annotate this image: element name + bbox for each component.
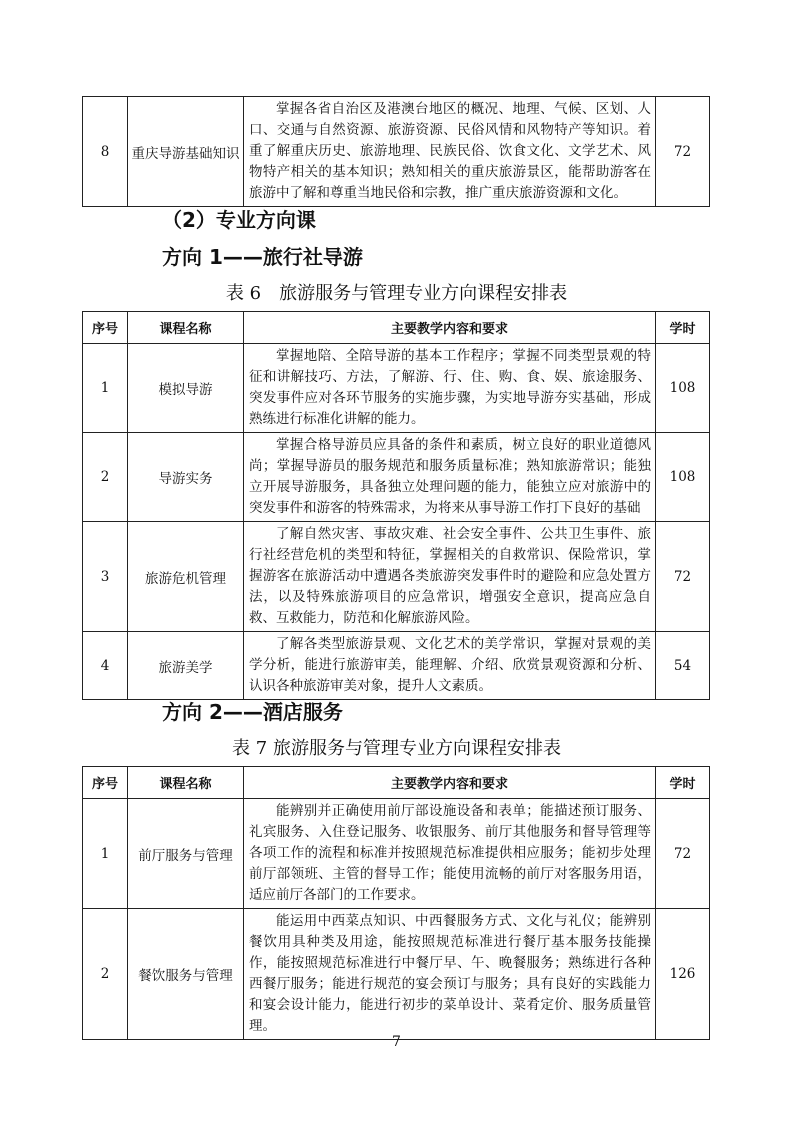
course-name: 旅游危机管理	[128, 522, 244, 632]
direction-2-table	[82, 766, 710, 1040]
section-heading: （2）专业方向课	[162, 208, 316, 232]
table-header-row	[83, 312, 710, 344]
table-header-row	[83, 767, 710, 799]
header-hours: 学时	[656, 767, 710, 799]
table-row	[83, 632, 710, 700]
course-hours: 54	[656, 632, 710, 700]
course-content: 了解各类型旅游景观、文化艺术的美学常识，掌握对景观的美学分析，能进行旅游审美，能理解、介绍、欣赏景观资源和分析、认识各种旅游审美对象，提升人文素质。	[244, 632, 656, 700]
course-hours: 72	[656, 522, 710, 632]
course-hours: 108	[656, 433, 710, 522]
header-content: 主要教学内容和要求	[244, 312, 656, 344]
header-course-name: 课程名称	[128, 767, 244, 799]
course-content: 掌握合格导游员应具备的条件和素质，树立良好的职业道德风尚；掌握导游员的服务规范和服务质量标准；熟知旅游常识；能独立开展导游服务，具备独立处理问题的能力，能独立应对旅游中的突发事件和游客的特殊需求，为将来从事导游工作打下良好的基础	[244, 433, 656, 522]
row-number: 1	[83, 344, 128, 433]
direction-1-table	[82, 311, 710, 700]
row-number: 2	[83, 433, 128, 522]
header-course-name: 课程名称	[128, 312, 244, 344]
course-name: 模拟导游	[128, 344, 244, 433]
header-number: 序号	[83, 312, 128, 344]
course-content: 掌握地陪、全陪导游的基本工作程序；掌握不同类型景观的特征和讲解技巧、方法，了解游、行、住、购、食、娱、旅途服务、突发事件应对各环节服务的实施步骤，为实地导游夯实基础，形成熟练进行标准化讲解的能力。	[244, 344, 656, 433]
table-6-caption: 表 6 旅游服务与管理专业方向课程安排表	[225, 283, 568, 304]
row-number: 1	[83, 799, 128, 909]
page-number: 7	[392, 1034, 401, 1050]
previous-course-table	[82, 96, 710, 207]
table-row	[83, 909, 710, 1040]
table-row	[83, 97, 710, 207]
course-name: 前厅服务与管理	[128, 799, 244, 909]
table-row	[83, 433, 710, 522]
row-number: 8	[83, 97, 128, 207]
course-name: 餐饮服务与管理	[128, 909, 244, 1040]
row-number: 2	[83, 909, 128, 1040]
course-hours: 72	[656, 799, 710, 909]
row-number: 4	[83, 632, 128, 700]
course-content: 掌握各省自治区及港澳台地区的概况、地理、气候、区划、人口、交通与自然资源、旅游资源、民俗风情和风物特产等知识。着重了解重庆历史、旅游地理、民族民俗、饮食文化、文学艺术、风物特产相关的基本知识；熟知相关的重庆旅游景区，能帮助游客在旅游中了解和尊重当地民俗和宗教，推广重庆旅游资源和文化。	[244, 97, 656, 207]
direction-1-heading: 方向 1——旅行社导游	[162, 245, 363, 269]
course-hours: 108	[656, 344, 710, 433]
course-content: 了解自然灾害、事故灾难、社会安全事件、公共卫生事件、旅行社经营危机的类型和特征，掌握相关的自救常识、保险常识，掌握游客在旅游活动中遭遇各类旅游突发事件时的避险和应急处置方法，以及特殊旅游项目的应急常识，增强安全意识，提高应急自救、互救能力，防范和化解旅游风险。	[244, 522, 656, 632]
course-hours: 126	[656, 909, 710, 1040]
direction-2-heading: 方向 2——酒店服务	[162, 700, 343, 724]
header-number: 序号	[83, 767, 128, 799]
header-content: 主要教学内容和要求	[244, 767, 656, 799]
course-name: 导游实务	[128, 433, 244, 522]
table-row	[83, 522, 710, 632]
course-name: 重庆导游基础知识	[128, 97, 244, 207]
table-row	[83, 799, 710, 909]
course-content: 能辨别并正确使用前厅部设施设备和表单；能描述预订服务、礼宾服务、入住登记服务、收银服务、前厅其他服务和督导管理等各项工作的流程和标准并按照规范标准提供相应服务；能初步处理前厅部领班、主管的督导工作；能使用流畅的前厅对客服务用语，适应前厅各部门的工作要求。	[244, 799, 656, 909]
table-row	[83, 344, 710, 433]
course-content: 能运用中西菜点知识、中西餐服务方式、文化与礼仪；能辨别餐饮用具种类及用途，能按照规范标准进行餐厅基本服务技能操作，能按照规范标准进行中餐厅早、午、晚餐服务；熟练进行各种西餐厅服务；能进行规范的宴会预订与服务；具有良好的实践能力和宴会设计能力，能进行初步的菜单设计、菜肴定价、服务质量管理。	[244, 909, 656, 1040]
course-name: 旅游美学	[128, 632, 244, 700]
header-hours: 学时	[656, 312, 710, 344]
course-hours: 72	[656, 97, 710, 207]
row-number: 3	[83, 522, 128, 632]
table-7-caption: 表 7 旅游服务与管理专业方向课程安排表	[232, 738, 561, 759]
